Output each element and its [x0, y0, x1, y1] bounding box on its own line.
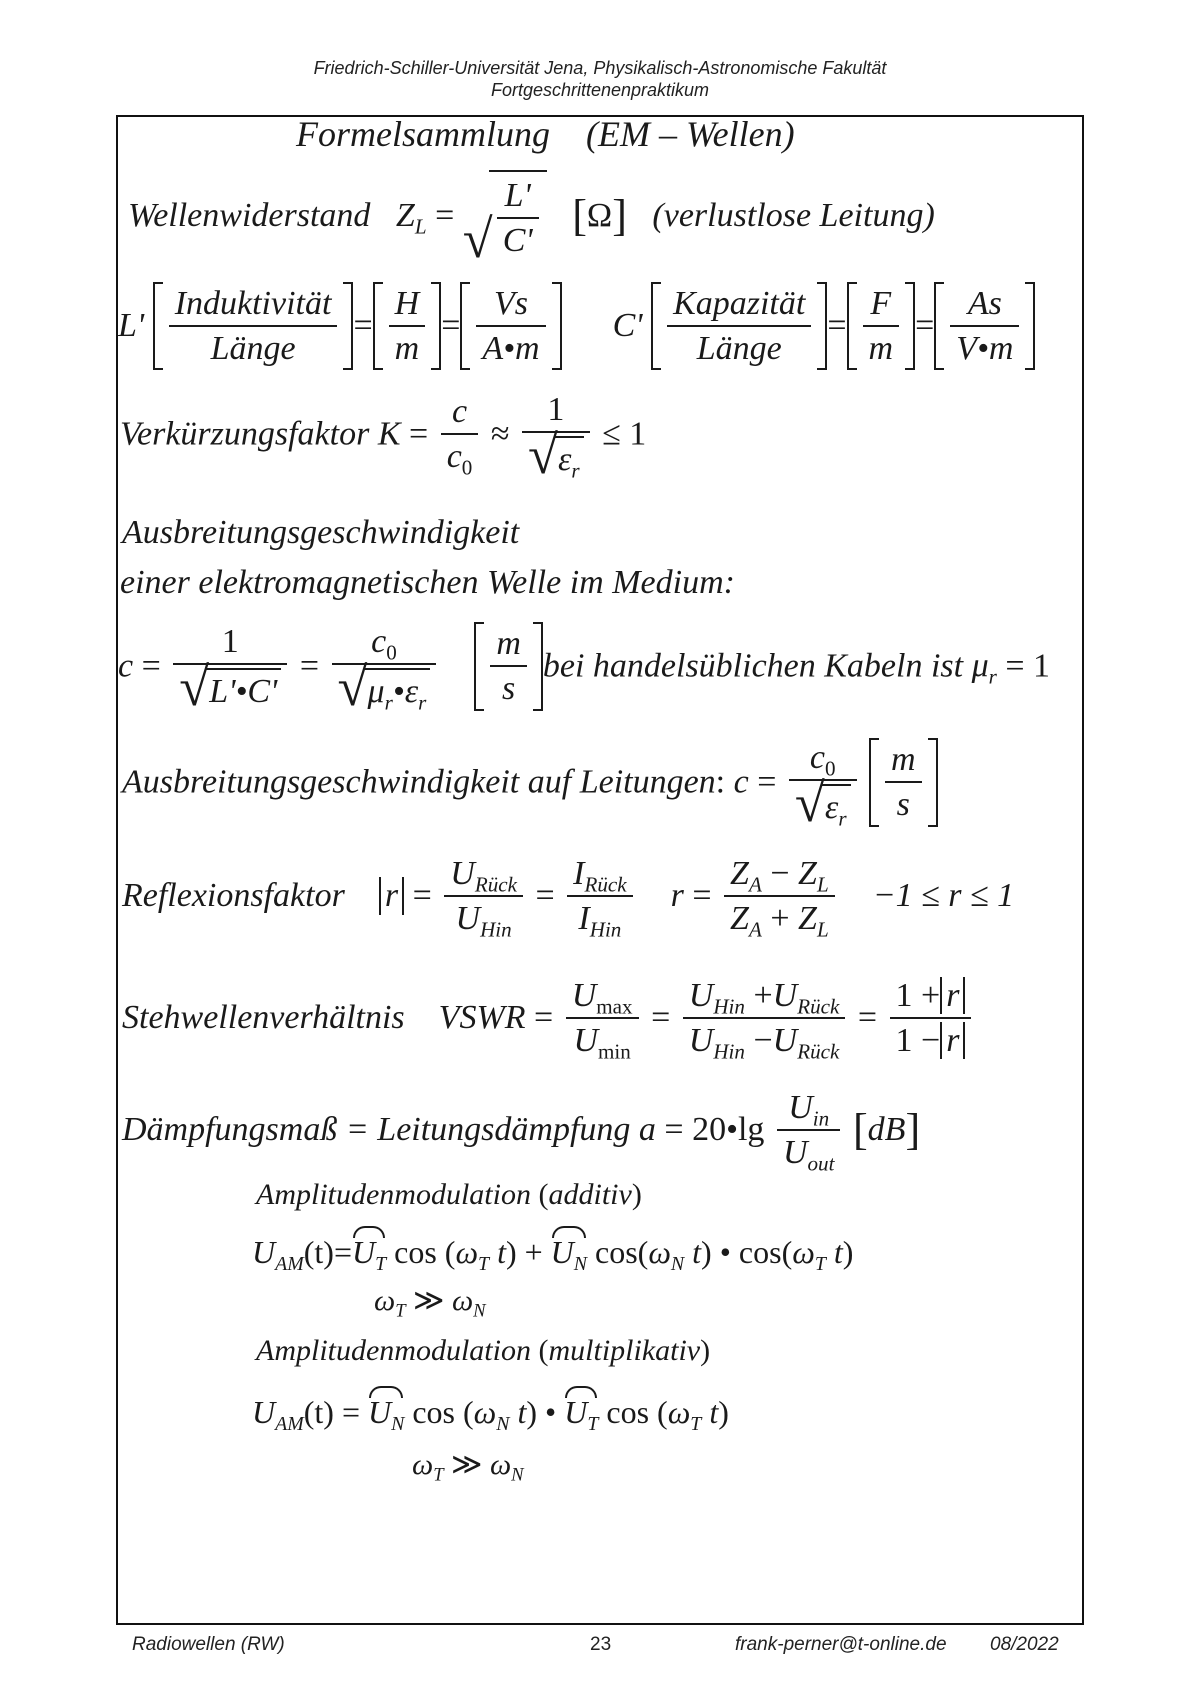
text-ausbreitung-line1: Ausbreitungsgeschwindigkeit	[122, 514, 520, 551]
page-title: Formelsammlung (EM – Wellen)	[296, 114, 795, 154]
footer-page-number: 23	[590, 1634, 612, 1655]
formula-ausbreitung-leitungen: Ausbreitungsgeschwindigkeit auf Leitungen: c = $c_0$ √ $\varepsilon_r$ $\frac{m}{s}$	[122, 736, 938, 829]
footer-email: frank-perner@t-online.de	[735, 1634, 947, 1655]
condition-additiv: $\omega_T$ ≫ $\omega_N$	[374, 1284, 486, 1322]
condition-multiplikativ: $\omega_T$ ≫ $\omega_N$	[412, 1448, 524, 1486]
heading-am-multiplikativ: Amplitudenmodulation (multiplikativ)	[256, 1334, 711, 1367]
formula-ausbreitung-medium: c = 1 √ L'•C' = $c_0$ √ $\mu_r•\varepsilon_r$ $\frac{m}{s}$ bei handelsüblichen Kabeln ist $\mu_r = 1$	[118, 620, 1050, 713]
heading-am-additiv: Amplitudenmodulation (additiv)	[256, 1178, 642, 1211]
formula-vswr: Stehwellenverhältnis VSWR = $\frac{U_{max}}{U_{min}}$ = $\frac{U_{Hin} +U_{Rück}}{U_{Hin} -U_{Rück}}$ = $\frac{1 + r}{1 - r}$	[122, 974, 975, 1062]
footer-course: Radiowellen (RW)	[132, 1634, 285, 1655]
header-line-university: Friedrich-Schiller-Universität Jena, Physikalisch-Astronomische Fakultät	[313, 58, 887, 78]
formula-reflexionsfaktor: Reflexionsfaktor r = $\frac{U_{Rück}}{U_{Hin}}$ = $\frac{I_{Rück}}{I_{Hin}}$ r = $\frac{Z_A - Z_L}{Z_A + Z_L}$ −1 ≤ r ≤ 1	[122, 852, 1014, 940]
formula-am-multiplikativ: $U_{AM}(t) = U_N$ $\cos (\omega_N$ t) • $U_T$ $\cos (\omega_T$ t)	[252, 1386, 729, 1428]
footer-date: 08/2022	[990, 1634, 1059, 1655]
formula-units-l-c: L' $\frac{\text{Induktivität}}{\text{Länge}}$ = $\frac{H}{m}$ = $\frac{Vs}{A•m}$ C' $\frac{\text{Kapazität}}{\text{Länge}}$ = $\frac{F}{m}$ = $\frac{As}{V•m}$	[118, 282, 1035, 370]
formula-wellenwiderstand: Wellenwiderstand $Z_L$ = √ $\frac{L'}{C'}$ [Ω] (verlustlose Leitung)	[128, 170, 935, 262]
formula-daempfung: Dämpfungsmaß = Leitungsdämpfung a = 20•lg $\frac{U_{in}}{U_{out}}$ [dB]	[122, 1086, 920, 1174]
header-line-course: Fortgeschrittenenpraktikum	[490, 80, 710, 100]
text-ausbreitung-line2: einer elektromagnetischen Welle im Medium:	[120, 564, 735, 601]
formula-verkuerzungsfaktor: Verkürzungsfaktor K = $\frac{c}{c_0}$ ≈ 1 √ $\varepsilon_r$ ≤ 1	[120, 388, 646, 481]
formula-am-additiv: $U_{AM}(t)=U_T$ $\cos (\omega_T$ $t) + U_N$ $\cos(\omega_N$ t) • $\cos(\omega_T$ t)	[252, 1226, 853, 1268]
